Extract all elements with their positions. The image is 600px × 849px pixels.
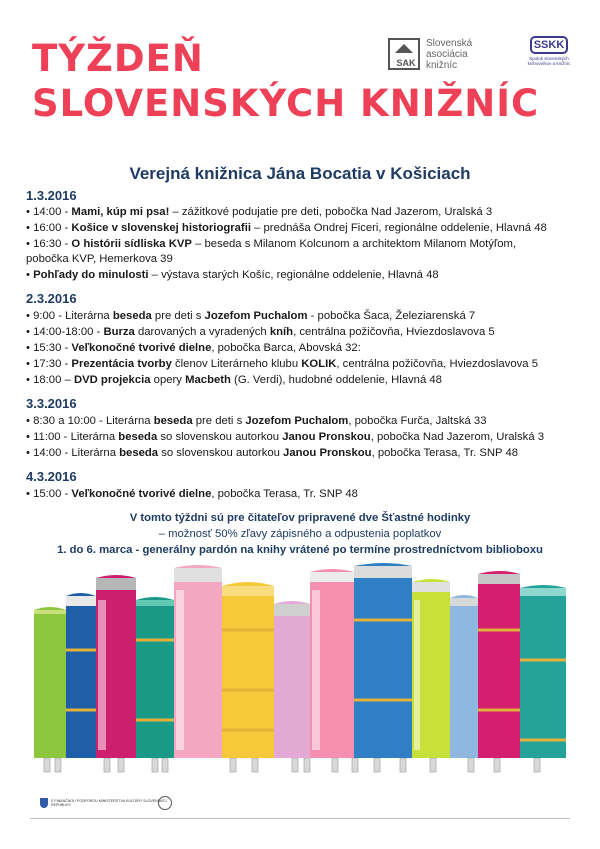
event-item: • 16:30 - O histórii sídliska KVP – beseda s Milanom Kolcunom a architektom Milanom Motýľom, — [26, 238, 517, 250]
footer-divider — [30, 818, 570, 819]
date-heading: 2.3.2016 — [26, 291, 77, 306]
sak-logo-name: Slovenská asociácia knižníc — [426, 38, 473, 71]
happy-hours-note: V tomto týždni sú pre čitateľov pripravené dve Šťastné hodinky — [129, 512, 471, 524]
date-heading: 4.3.2016 — [26, 469, 77, 484]
sponsor-text: S FINANČNOU PODPOROU MINISTERSTVA KULTÚRY SLOVENSKEJ REPUBLIKY — [51, 799, 167, 807]
event-item: • 14:00-18:00 - Burza darovaných a vyradených kníh, centrálna požičovňa, Hviezdoslavova 5 — [26, 326, 495, 338]
event-item: • 15:30 - Veľkonočné tvorivé dielne, pobočka Barca, Abovská 32: — [26, 342, 361, 354]
sak-logo-icon: SAK — [388, 38, 420, 70]
poster-title-line2: SLOVENSKÝCH KNIŽNÍC — [32, 82, 540, 125]
event-item: • 8:30 a 10:00 - Literárna beseda pre deti s Jozefom Puchalom, pobočka Furča, Jaltská 33 — [26, 415, 487, 427]
books-illustration — [0, 560, 600, 790]
event-item: • 11:00 - Literárna beseda so slovenskou autorkou Janou Pronskou, pobočka Nad Jazerom, Uralská 3 — [26, 431, 545, 443]
event-item-continuation: pobočka KVP, Hemerkova 39 — [26, 253, 173, 265]
ministry-logo-icon — [158, 796, 172, 810]
sskk-logo-icon: SSKK — [530, 36, 569, 54]
footer-sponsor — [40, 796, 170, 810]
event-item: • 18:00 – DVD projekcia opery Macbeth (G. Verdi), hudobné oddelenie, Hlavná 48 — [26, 374, 442, 386]
event-item: • 15:00 - Veľkonočné tvorivé dielne, pobočka Terasa, Tr. SNP 48 — [26, 488, 358, 500]
discount-note: – možnosť 50% zľavy zápisného a odpustenia poplatkov — [158, 528, 442, 540]
slovak-crest-icon — [40, 798, 48, 808]
event-item: • 17:30 - Prezentácia tvorby členov Literárneho klubu KOLIK, centrálna požičovňa, Hviezdoslavova 5 — [26, 358, 538, 370]
amnesty-note: 1. do 6. marca - generálny pardón na knihy vrátené po termíne prostredníctvom biblioboxu — [57, 544, 543, 556]
event-item: • 9:00 - Literárna beseda pre deti s Jozefom Puchalom - pobočka Šaca, Železiarenská 7 — [26, 310, 476, 322]
event-item: • 16:00 - Košice v slovenskej historiografii – prednáša Ondrej Ficeri, regionálne oddelenie, Hlavná 48 — [26, 222, 547, 234]
poster-title-line1: TÝŽDEŇ — [32, 37, 204, 80]
book-spines-illustration — [34, 563, 566, 772]
sak-logo — [388, 38, 538, 78]
sskk-logo-subtitle: Spolok slovenských knihovníkov a knižníc — [527, 56, 571, 66]
library-name: Verejná knižnica Jána Bocatia v Košiciach — [129, 164, 471, 183]
date-heading: 1.3.2016 — [26, 188, 77, 203]
event-item: • 14:00 - Mami, kúp mi psa! – zážitkové podujatie pre deti, pobočka Nad Jazerom, Uralská 3 — [26, 206, 493, 218]
date-heading: 3.3.2016 — [26, 396, 77, 411]
sskk-logo — [524, 35, 574, 80]
event-item: • Pohľady do minulosti – výstava starých Košíc, regionálne oddelenie, Hlavná 48 — [26, 269, 439, 281]
event-item: • 14:00 - Literárna beseda so slovenskou autorkou Janou Pronskou, pobočka Terasa, Tr. SNP 48 — [26, 447, 519, 459]
